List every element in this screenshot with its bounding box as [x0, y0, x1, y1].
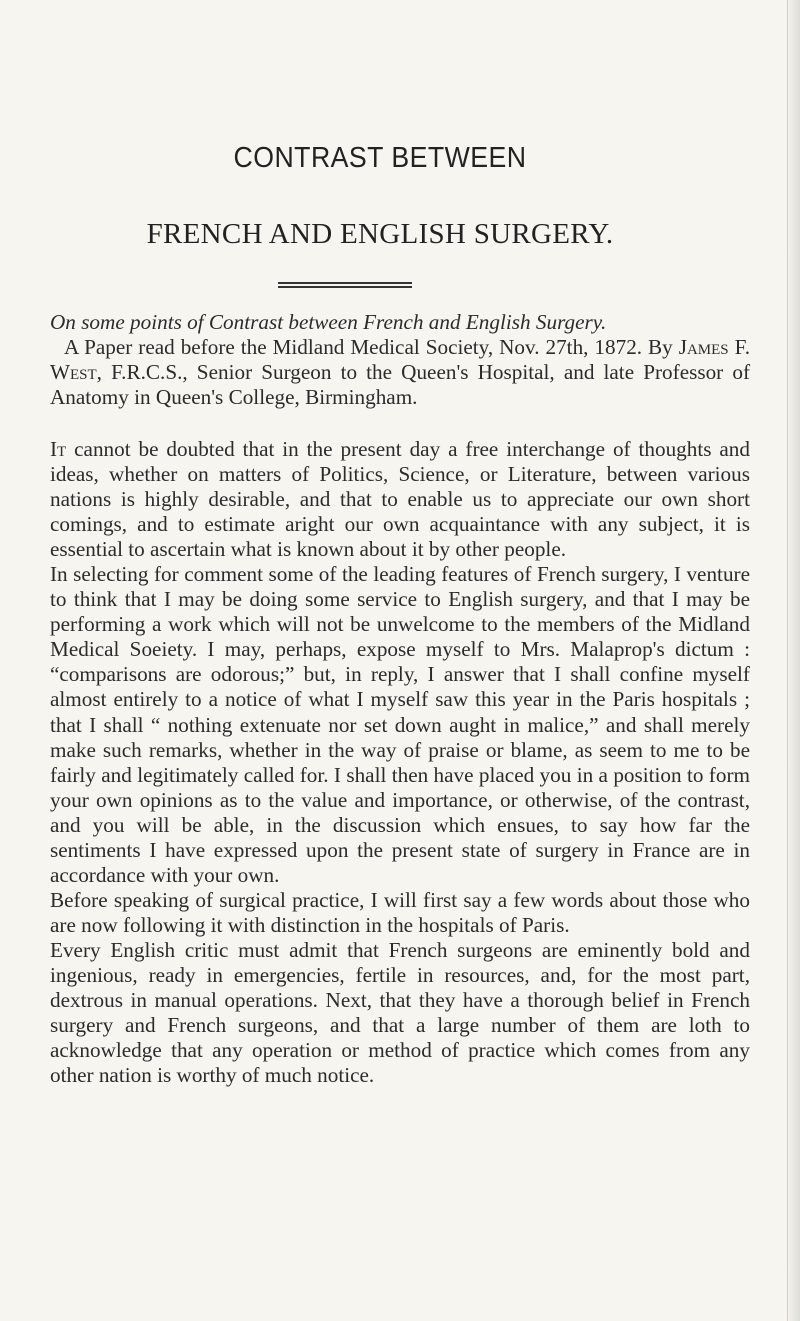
page-edge	[786, 0, 800, 1321]
article-header	[50, 310, 750, 410]
italic-title: On some points of Contrast between French and English Surgery.	[50, 310, 607, 334]
author-prefix: By	[648, 335, 679, 360]
article-body	[50, 437, 750, 1088]
header-details	[50, 335, 750, 410]
paragraph-2: In selecting for comment some of the leading features of French surgery, I venture to think that I may be doing some service to English surgery, and that I may be performing a work which will not be unwelcome to the members of the Midland Medical Soeiety. I may, perhaps, expose myself to Mrs. Malaprop's dictum : “comparisons are odorous;” but, in reply, I answer that I shall confine myself almost entirely to a notice of what I myself saw this year in the Paris hospitals ; that I shall “ nothing extenuate nor set down aught in malice,” and shall merely make such remarks, whether in the way of praise or blame, as seem to me to be fairly and legitimately called for. I shall then have placed you in a position to form your own opinions as to the value and importance, or otherwise, of the contrast, and you will be able, in the discussion which ensues, to say how far the sentiments I have expressed upon the present state of surgery in France are in accordance with your own.	[50, 562, 750, 887]
title-line-2: FRENCH AND ENGLISH SURGERY.	[146, 218, 614, 250]
author-details: , F.R.C.S., Senior Surgeon to the Queen's Hospital, and late Professor of Anatomy in Queen's College, Birmingham.	[50, 360, 750, 410]
paragraph-1	[50, 437, 750, 562]
title-rule-top	[278, 282, 412, 284]
page-edge-line	[787, 0, 788, 1321]
paragraph-3: Before speaking of surgical practice, I will first say a few words about those who are now following it with distinction in the hospitals of Paris.	[50, 887, 750, 937]
author-name: James F. West	[50, 335, 750, 385]
paragraph-1-text: cannot be doubted that in the present day a free interchange of thoughts and ideas, whether on matters of Politics, Science, or Literature, between various nations is highly desirable, and that to enable us to appreciate our own short comings, and to estimate aright our own acquaintance with any subject, it is essential to ascertain what is known about it by other people.	[50, 437, 750, 562]
title-line-1: CONTRAST BETWEEN	[233, 142, 527, 174]
paper-note: A Paper read before the Midland Medical Society, Nov. 27th, 1872.	[64, 335, 643, 360]
paragraph-1-lead: It	[50, 437, 67, 461]
title-rule-bottom	[278, 286, 412, 288]
paragraph-4: Every English critic must admit that French surgeons are eminently bold and ingenious, ready in emergencies, fertile in resources, and, for the most part, dextrous in manual operations. Next, that they have a thorough belief in French surgery and French surgeons, and that a large number of them are loth to acknowledge that any operation or method of practice which comes from any other nation is worthy of much notice.	[50, 937, 750, 1088]
